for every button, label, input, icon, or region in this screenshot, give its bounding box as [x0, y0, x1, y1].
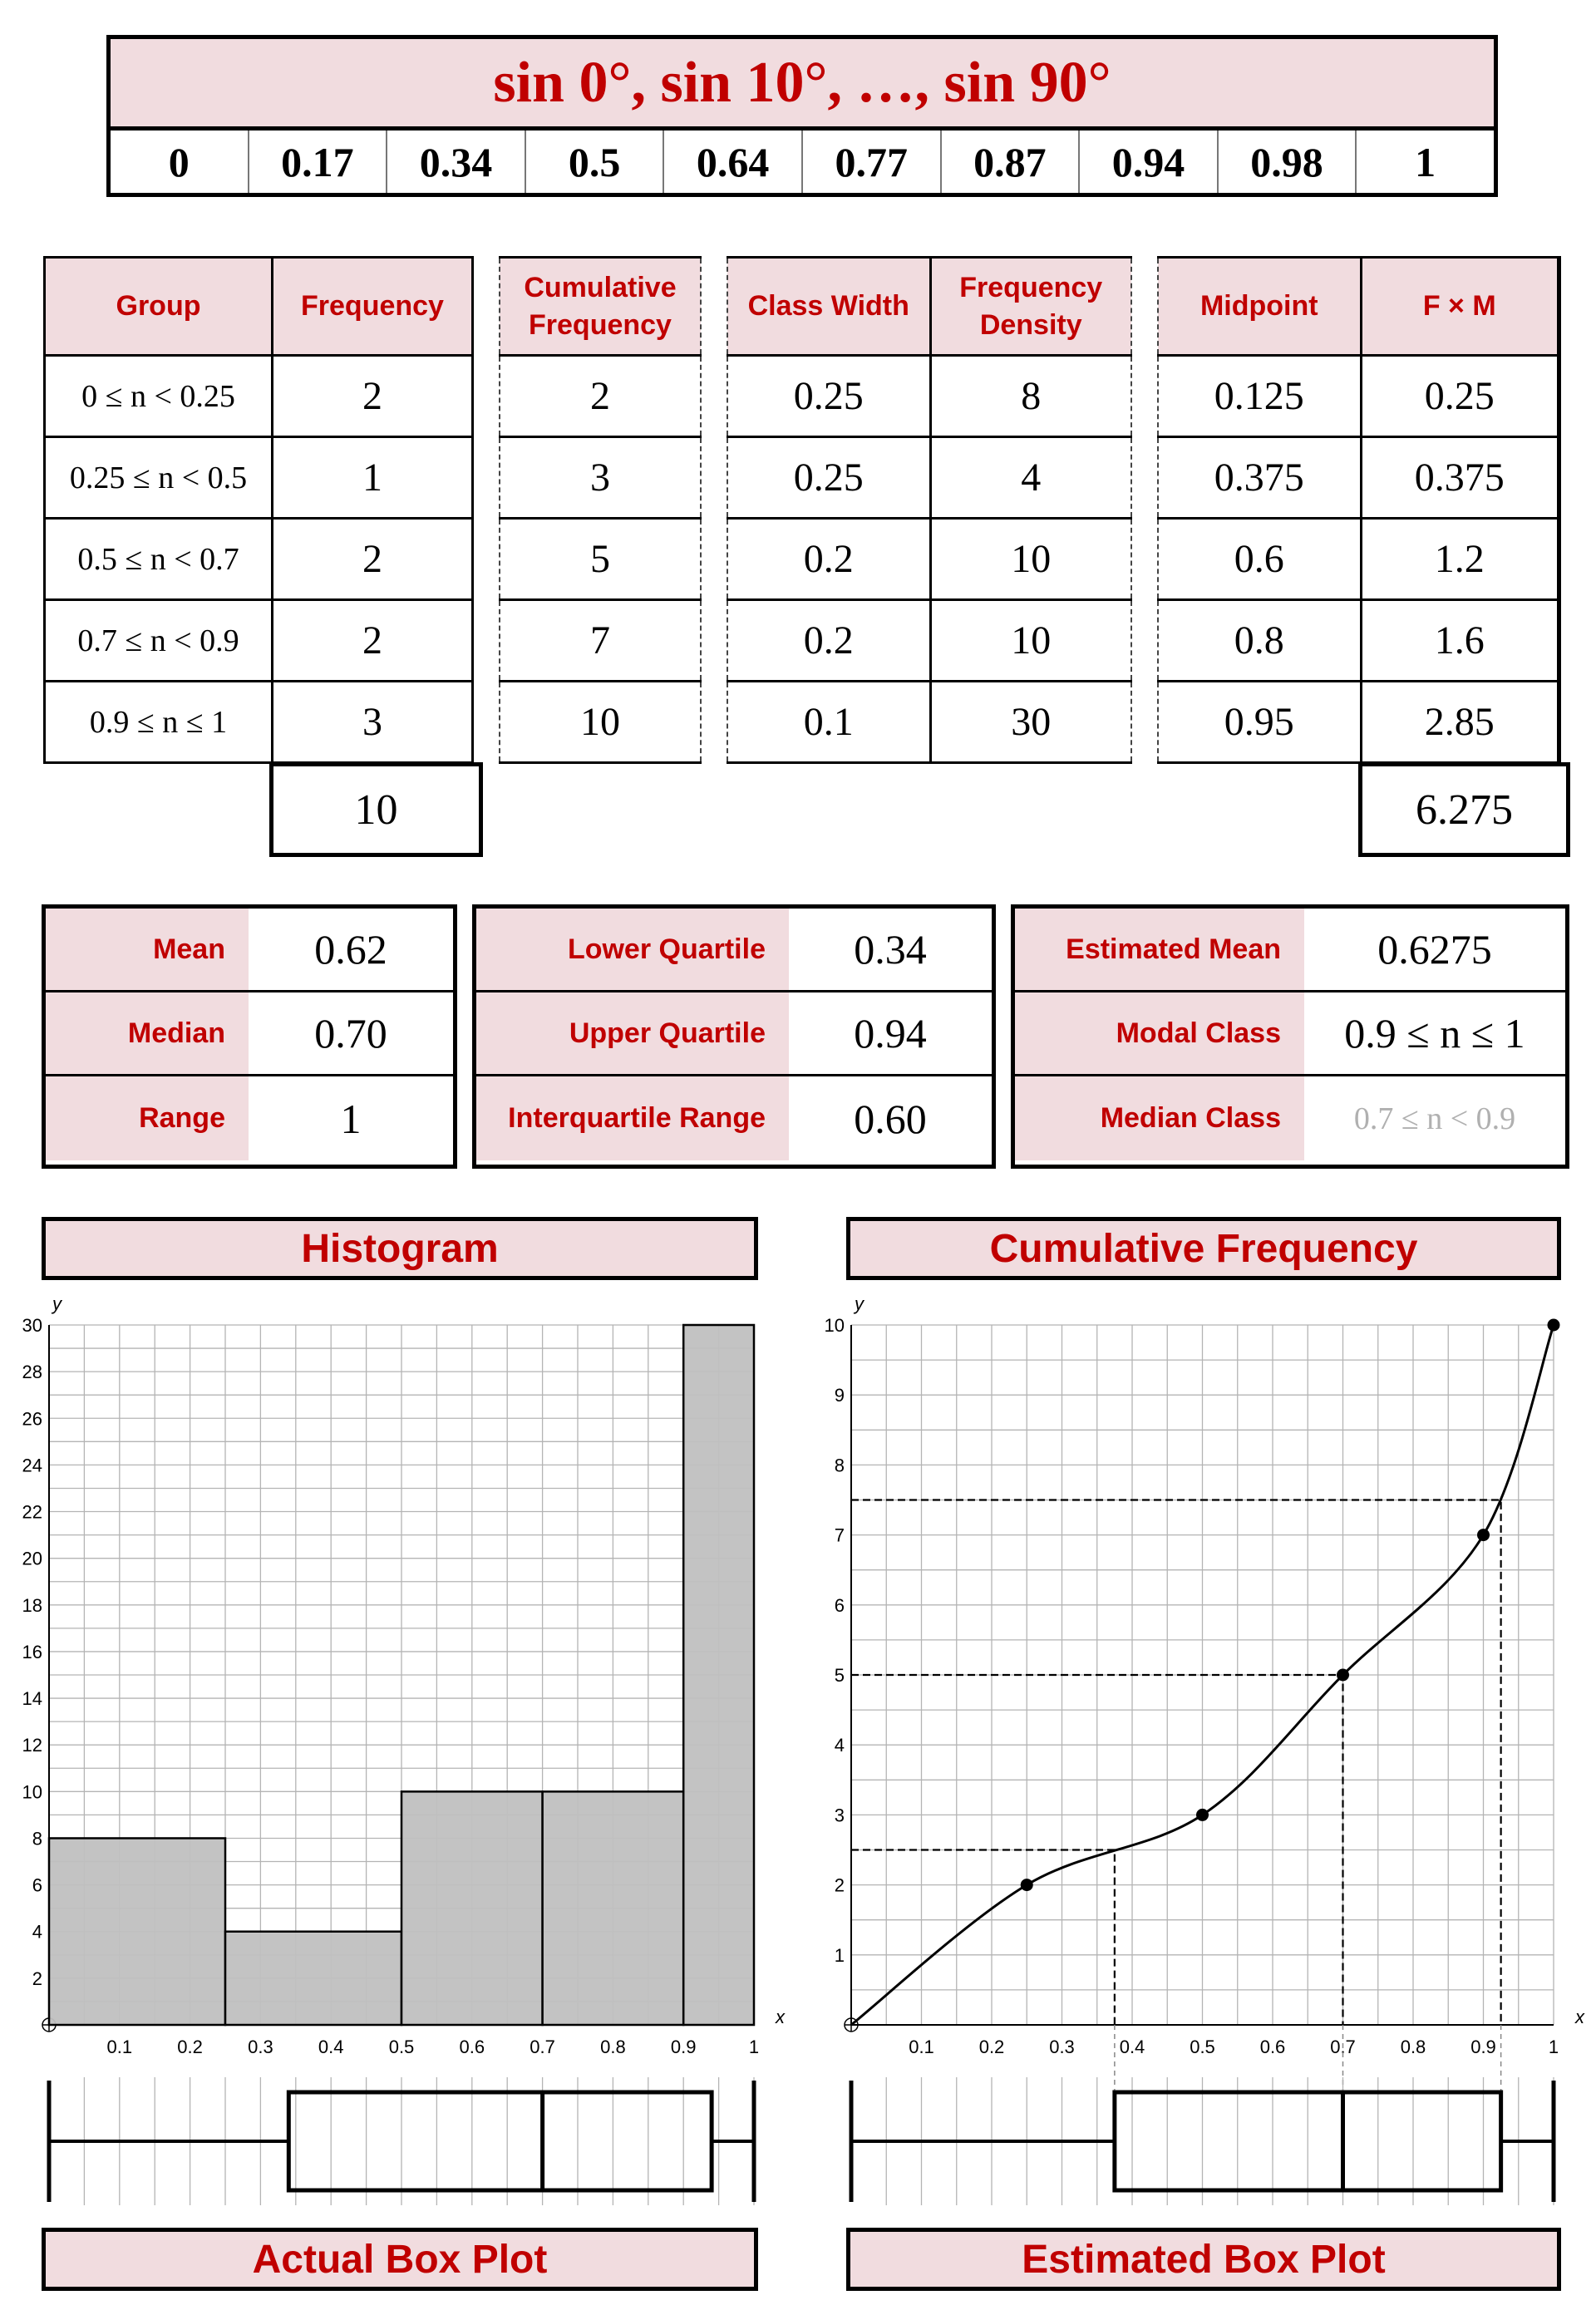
header-fxm: F × M [1361, 258, 1559, 356]
sine-value: 0.17 [249, 131, 388, 193]
x-axis-label: x [1575, 2007, 1584, 2027]
y-tick-label: 20 [22, 1548, 42, 1569]
sine-value: 0.87 [942, 131, 1081, 193]
actual-box-plot [49, 2077, 754, 2205]
stat-value: 1 [340, 1095, 362, 1142]
header-density: Frequency Density [930, 258, 1131, 356]
y-tick-label: 2 [32, 1968, 42, 1989]
cumulative-point [1548, 1319, 1560, 1332]
midpoint-cell: 0.95 [1158, 682, 1361, 763]
x-tick-label: 0.7 [1330, 2037, 1356, 2057]
y-tick-label: 4 [32, 1921, 42, 1943]
group-cell: 0.7 ≤ n < 0.9 [45, 600, 273, 682]
sine-value: 0 [111, 131, 249, 193]
group-cell: 0.25 ≤ n < 0.5 [45, 437, 273, 519]
stat-value: 0.6275 [1377, 926, 1492, 973]
y-tick-label: 28 [22, 1362, 42, 1383]
midpoint-cell: 0.375 [1158, 437, 1361, 519]
y-tick-label: 2 [834, 1874, 845, 1896]
stat-value: 0.7 ≤ n < 0.9 [1353, 1101, 1516, 1136]
frequency-cell: 2 [273, 600, 473, 682]
estimated-box-plot [851, 2077, 1554, 2205]
cumulative-title: Cumulative Frequency [846, 1217, 1561, 1280]
x-tick-label: 0.3 [1049, 2037, 1075, 2057]
actual-box-title: Actual Box Plot [42, 2228, 758, 2291]
y-tick-label: 14 [22, 1688, 42, 1710]
y-tick-label: 7 [834, 1524, 845, 1546]
cumulative-point [1477, 1529, 1490, 1541]
y-tick-label: 22 [22, 1501, 42, 1523]
cumulative-cell: 3 [500, 437, 701, 519]
y-tick-label: 3 [834, 1805, 845, 1826]
stat-label: Range [46, 1076, 249, 1160]
stat-label: Median Class [1015, 1076, 1304, 1160]
group-cell: 0.9 ≤ n ≤ 1 [45, 682, 273, 763]
sine-value: 1 [1415, 138, 1436, 185]
guide-line [851, 1850, 1115, 2026]
y-tick-label: 10 [22, 1781, 42, 1803]
y-tick-label: 1 [834, 1944, 845, 1966]
histogram-title: Histogram [42, 1217, 758, 1280]
stat-value: 0.94 [854, 1010, 927, 1056]
y-axis-label: y [855, 1293, 864, 1314]
x-tick-label: 0.6 [459, 2037, 485, 2057]
histogram-bar [543, 1791, 684, 2025]
header-cumulative: Cumulative Frequency [500, 258, 701, 356]
header-midpoint: Midpoint [1158, 258, 1361, 356]
density-cell: 4 [930, 437, 1131, 519]
y-tick-label: 16 [22, 1641, 42, 1662]
x-tick-label: 0.8 [1400, 2037, 1426, 2057]
cumulative-cell: 10 [500, 682, 701, 763]
cumulative-cell: 5 [500, 519, 701, 600]
fxm-cell: 2.85 [1361, 682, 1559, 763]
group-cell: 0.5 ≤ n < 0.7 [45, 519, 273, 600]
x-tick-label: 0.1 [909, 2037, 934, 2057]
y-tick-label: 26 [22, 1408, 42, 1430]
cumulative-point [1021, 1879, 1033, 1891]
histogram-bar [49, 1838, 225, 2025]
frequency-cell: 2 [273, 356, 473, 437]
class-width-cell: 0.25 [727, 356, 930, 437]
histogram-bar [401, 1791, 543, 2025]
x-tick-label: 0.3 [248, 2037, 273, 2057]
cumulative-cell: 7 [500, 600, 701, 682]
y-tick-label: 12 [22, 1735, 42, 1756]
x-tick-label: 0.9 [670, 2037, 697, 2057]
x-tick-label: 0.5 [1190, 2037, 1215, 2057]
group-cell: 0 ≤ n < 0.25 [45, 356, 273, 437]
x-tick-label: 1 [748, 2037, 760, 2057]
y-tick-label: 4 [834, 1735, 845, 1756]
stat-value: 0.60 [854, 1095, 927, 1142]
density-cell: 10 [930, 519, 1131, 600]
stat-label: Upper Quartile [476, 992, 789, 1074]
stat-value: 0.62 [314, 926, 387, 973]
midpoint-cell: 0.8 [1158, 600, 1361, 682]
histogram-chart [22, 1293, 786, 2057]
y-tick-label: 18 [22, 1594, 42, 1616]
cumulative-point [1196, 1809, 1209, 1821]
stat-label: Median [46, 992, 249, 1074]
x-tick-label: 0.4 [1119, 2037, 1145, 2057]
y-tick-label: 8 [834, 1455, 845, 1476]
frequency-cell: 2 [273, 519, 473, 600]
histogram-bar [225, 1932, 401, 2025]
density-cell: 30 [930, 682, 1131, 763]
sine-title: sin 0°, sin 10°, …, sin 90° [111, 39, 1494, 131]
fxm-cell: 1.6 [1361, 600, 1559, 682]
frequency-cell: 1 [273, 437, 473, 519]
sine-value: 0.98 [1219, 131, 1357, 193]
header-group: Group [45, 258, 273, 356]
density-cell: 10 [930, 600, 1131, 682]
frequency-cell: 3 [273, 682, 473, 763]
stat-label: Lower Quartile [476, 909, 789, 990]
class-width-cell: 0.2 [727, 519, 930, 600]
x-tick-label: 1 [1548, 2037, 1559, 2057]
frequency-total: 10 [269, 762, 483, 857]
cumulative-frequency-chart [825, 1293, 1585, 2092]
cumulative-point [1337, 1669, 1349, 1682]
estimated-box-title: Estimated Box Plot [846, 2228, 1561, 2291]
y-tick-label: 8 [32, 1828, 42, 1849]
x-tick-label: 0.7 [530, 2037, 555, 2057]
x-tick-label: 0.2 [177, 2037, 203, 2057]
stat-value: 0.9 ≤ n ≤ 1 [1344, 1010, 1525, 1056]
y-axis-label: y [52, 1293, 62, 1314]
sine-value: 0.5 [526, 131, 665, 193]
histogram-bar [683, 1325, 754, 2025]
y-tick-label: 6 [834, 1594, 845, 1616]
stat-label: Mean [46, 909, 249, 990]
y-tick-label: 30 [22, 1315, 42, 1336]
density-cell: 8 [930, 356, 1131, 437]
x-axis-label: x [776, 2007, 785, 2027]
stat-label: Modal Class [1015, 992, 1304, 1074]
header-class-width: Class Width [727, 258, 930, 356]
x-tick-label: 0.8 [600, 2037, 626, 2057]
x-tick-label: 0.1 [106, 2037, 133, 2057]
x-tick-label: 0.6 [1259, 2037, 1286, 2057]
fxm-cell: 0.375 [1361, 437, 1559, 519]
midpoint-cell: 0.6 [1158, 519, 1361, 600]
class-width-cell: 0.25 [727, 437, 930, 519]
x-tick-label: 0.5 [388, 2037, 415, 2057]
stat-label: Estimated Mean [1015, 909, 1304, 990]
fxm-total: 6.275 [1358, 762, 1570, 857]
class-width-cell: 0.1 [727, 682, 930, 763]
y-tick-label: 10 [824, 1315, 845, 1336]
stat-value: 0.34 [854, 926, 927, 973]
fxm-cell: 1.2 [1361, 519, 1559, 600]
y-tick-label: 24 [22, 1455, 42, 1476]
sine-value: 0.77 [803, 131, 942, 193]
y-tick-label: 9 [834, 1385, 845, 1406]
guide-line [851, 1500, 1501, 2026]
midpoint-cell: 0.125 [1158, 356, 1361, 437]
x-tick-label: 0.9 [1470, 2037, 1496, 2057]
x-tick-label: 0.2 [978, 2037, 1005, 2057]
x-tick-label: 0.4 [318, 2037, 344, 2057]
header-frequency: Frequency [273, 258, 473, 356]
fxm-cell: 0.25 [1361, 356, 1559, 437]
sine-value: 0.34 [387, 131, 526, 193]
y-tick-label: 6 [32, 1874, 42, 1896]
class-width-cell: 0.2 [727, 600, 930, 682]
y-tick-label: 5 [834, 1665, 845, 1686]
sine-value: 0.94 [1080, 131, 1219, 193]
stat-label: Interquartile Range [476, 1076, 789, 1160]
cumulative-cell: 2 [500, 356, 701, 437]
stat-value: 0.70 [314, 1010, 387, 1056]
sine-value: 0.64 [664, 131, 803, 193]
